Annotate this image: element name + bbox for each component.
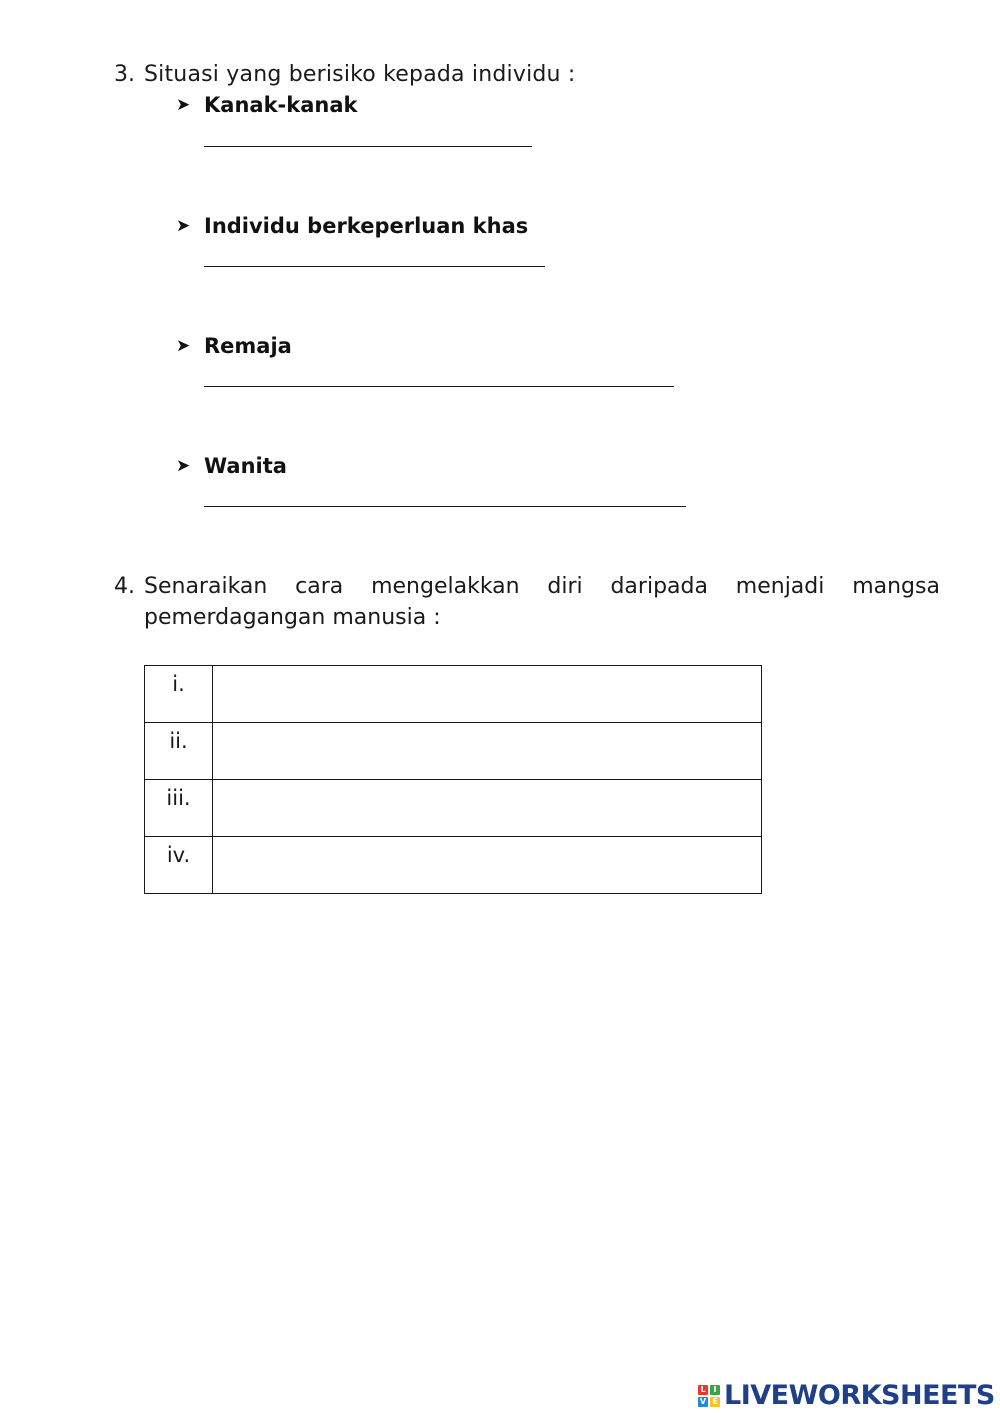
row-number: ii. xyxy=(145,723,213,780)
table-row xyxy=(145,666,762,723)
arrow-bullet-icon: ➤ xyxy=(176,456,191,476)
row-number: iv. xyxy=(145,837,213,894)
table-row xyxy=(145,723,762,780)
question-4-word: cara xyxy=(295,574,344,599)
answer-line[interactable] xyxy=(204,506,686,507)
question-4-word: mengelakkan xyxy=(371,574,520,599)
question-4-number: 4. xyxy=(114,574,135,599)
liveworksheets-logo xyxy=(698,1380,995,1411)
question-4-word: Senaraikan xyxy=(144,574,268,599)
answer-cell[interactable] xyxy=(213,666,762,723)
answer-table xyxy=(144,665,762,894)
arrow-bullet-icon: ➤ xyxy=(176,336,191,356)
logo-tile: E xyxy=(710,1397,720,1407)
logo-text: LIVEWORKSHEETS xyxy=(724,1380,995,1411)
question-4-word: mangsa xyxy=(852,574,940,599)
arrow-bullet-icon: ➤ xyxy=(176,95,191,115)
table-row xyxy=(145,837,762,894)
row-number: i. xyxy=(145,666,213,723)
row-number: iii. xyxy=(145,780,213,837)
risk-item-label: Wanita xyxy=(204,454,287,478)
risk-item-label: Remaja xyxy=(204,334,292,358)
answer-cell[interactable] xyxy=(213,837,762,894)
logo-tile: I xyxy=(710,1385,720,1395)
question-3-number: 3. xyxy=(114,62,135,87)
table-row xyxy=(145,780,762,837)
logo-tile: V xyxy=(699,1396,707,1406)
question-4-word: menjadi xyxy=(735,574,825,599)
question-4-word: daripada xyxy=(610,574,708,599)
question-4-text-line-2: pemerdagangan manusia : xyxy=(144,605,441,630)
question-4-word: diri xyxy=(547,574,583,599)
question-3-text: Situasi yang berisiko kepada individu : xyxy=(144,62,576,87)
logo-tiles-icon xyxy=(698,1385,720,1407)
risk-item-label: Individu berkeperluan khas xyxy=(204,214,529,238)
question-4-text-line-1 xyxy=(144,576,940,598)
answer-cell[interactable] xyxy=(213,723,762,780)
risk-item-label: Kanak-kanak xyxy=(204,93,358,117)
answer-cell[interactable] xyxy=(213,780,762,837)
answer-line[interactable] xyxy=(204,146,532,147)
arrow-bullet-icon: ➤ xyxy=(176,216,191,236)
answer-line[interactable] xyxy=(204,386,674,387)
logo-tile: L xyxy=(698,1385,708,1395)
answer-line[interactable] xyxy=(204,266,545,267)
